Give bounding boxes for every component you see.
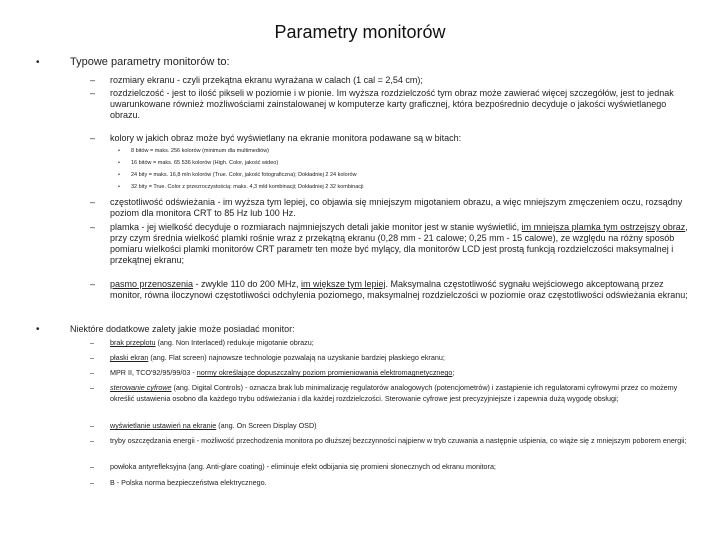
list-item: – sterowanie cyfrowe (ang. Digital Controls) - oznacza brak lub minimalizację regulatorów analogowych (potencjometrów) i zastąpienie ich regulatorami cyfrowymi przez co możemy określić ustawienia osobno dla każdego trybu odświeżania i dla każdej rozdzielczości. Sterowanie cyfrowe jest precyzyjniejsze i zapewnia dużą wygodę obsługi; — [90, 383, 678, 403]
list-item: – płaski ekran (ang. Flat screen) najnowsze technologie pozwalają na uzyskanie bardziej płaskiego ekranu; — [90, 353, 445, 362]
sub-list-item: • 16 bitów = maks. 65 536 kolorów (High. Color, jakość wideo) — [131, 157, 691, 169]
dash-icon: – — [90, 197, 96, 207]
slide-title: Parametry monitorów — [274, 22, 446, 42]
dash-icon: – — [90, 222, 96, 232]
non-interlaced-link[interactable]: brak przeplotu — [110, 338, 156, 347]
osd-link[interactable]: wyświetlanie ustawień na ekranie — [110, 421, 217, 430]
dash-icon: – — [90, 75, 96, 85]
bandwidth-link[interactable]: pasmo przenoszenia — [110, 279, 194, 289]
list-item: – rozmiary ekranu - czyli przekątna ekranu wyrażana w calach (1 cal = 2,54 cm); — [90, 75, 423, 85]
dash-icon: – — [90, 421, 94, 430]
dot-pitch-link[interactable]: im mniejsza plamka tym ostrzejszy obraz — [521, 222, 686, 232]
dash-icon: – — [90, 383, 94, 392]
list-item: – MPR II, TCO'92/95/99/03 - normy określające dopuszczalny poziom promieniowania elektromagnetycznego; — [90, 368, 455, 377]
list-item: – częstotliwość odświeżania - im wyższa tym lepiej, co objawia się mniejszym migotaniem obrazu, a więc mniejszym zmęczeniem oczu, rozsądny poziom dla monitora CRT to 85 Hz lub 100 Hz. — [90, 197, 683, 218]
section2-heading-block — [36, 324, 295, 335]
bullet-icon: • — [118, 172, 120, 178]
dash-icon: – — [90, 88, 96, 98]
section1-heading: Typowe parametry monitorów to: — [70, 56, 230, 68]
bullet-icon: • — [36, 324, 40, 335]
bullet-icon: • — [118, 184, 120, 190]
dash-icon: – — [90, 133, 96, 143]
section1-heading-block — [36, 56, 230, 69]
sub-list-item: • 32 bity = True. Color z przezroczystością: maks. 4,3 mld kombinacji; Dokładniej 2 32 kombinacji — [131, 181, 691, 193]
dash-icon: – — [90, 338, 94, 347]
list-item: – brak przeplotu (ang. Non Interlaced) redukuje migotanie obrazu; — [90, 338, 314, 347]
emission-norms-link[interactable]: normy określające dopuszczalny poziom promieniowania elektromagnetycznego — [196, 368, 453, 377]
sub-list-item: • 8 bitów = maks. 256 kolorów (minimum dla multimediów) — [131, 145, 691, 157]
list-item: – powłoka antyrefleksyjna (ang. Anti-glare coating) - eliminuje efekt odbijania się promieni słonecznych od ekranu monitora; — [90, 462, 496, 471]
dash-icon: – — [90, 368, 94, 377]
dash-icon: – — [90, 478, 94, 487]
digital-controls-link[interactable]: sterowanie cyfrowe — [110, 383, 172, 392]
section2-heading: Niektóre dodatkowe zalety jakie może posiadać monitor: — [70, 324, 295, 334]
sub-list-item: • 24 bity = maks. 16,8 mln kolorów (True. Color, jakość fotograficzna); Dokładniej 2 24 kolorów — [131, 169, 691, 181]
list-item: – plamka - jej wielkość decyduje o rozmiarach najmniejszych detali jakie monitor jest w stanie wyświetlić, im mniejsza plamka tym ostrzejszy obraz, przy czym średnia wielkość plamki rośnie wraz z przekątną ekranu (0,28 mm - 21 calowe; 0,25 mm - 15 calowe), ze względu na różny sposób pomiaru wielkości plamki monitorów CRT parametr ten może być mylący, dla monitorów LCD jest prostą funkcją rozdzielczości maksymalnej i przekątnej ekranu; — [90, 222, 688, 265]
dash-icon: – — [90, 279, 96, 289]
bullet-icon: • — [118, 148, 120, 154]
list-item: – rozdzielczość - jest to ilość pikseli w poziomie i w pionie. Im wyższa rozdzielczość tym obraz może zawierać więcej szczegółów, jest to jednak uwarunkowane również możliwościami zainstalowanej w komputerze karty graficznej, która bezpośrednio decyduje o jakości wyświetlanego obrazu. — [90, 88, 674, 120]
dash-icon: – — [90, 353, 94, 362]
list-item: – pasmo przenoszenia - zwykle 110 do 200 MHz, im większe tym lepiej. Maksymalna częstotliwość sygnału wejściowego akceptowaną przez monitor, równa iloczynowi częstotliwości odchylenia poziomego, maksymalnej rozdzielczości w poziomie oraz częstotliwości odświeżania ekranu; — [90, 279, 688, 300]
bullet-icon: • — [36, 57, 40, 68]
dash-icon: – — [90, 462, 94, 471]
bandwidth-better-link[interactable]: im większe tym lepiej — [300, 279, 386, 289]
list-item: – kolory w jakich obraz może być wyświetlany na ekranie monitora podawane są w bitach: — [90, 133, 462, 143]
list-item: – tryby oszczędzania energii - możliwość przechodzenia monitora po dłuższej bezczynności najpierw w tryb czuwania a następnie uśpienia, co wiąże się z mniejszym poborem energii; — [90, 436, 687, 445]
dash-icon: – — [90, 436, 94, 445]
flat-screen-link[interactable]: płaski ekran — [110, 353, 149, 362]
bullet-icon: • — [118, 160, 120, 166]
list-item: – wyświetlanie ustawień na ekranie (ang. On Screen Display OSD) — [90, 421, 317, 430]
list-item: – B - Polska norma bezpieczeństwa elektrycznego. — [90, 478, 267, 487]
